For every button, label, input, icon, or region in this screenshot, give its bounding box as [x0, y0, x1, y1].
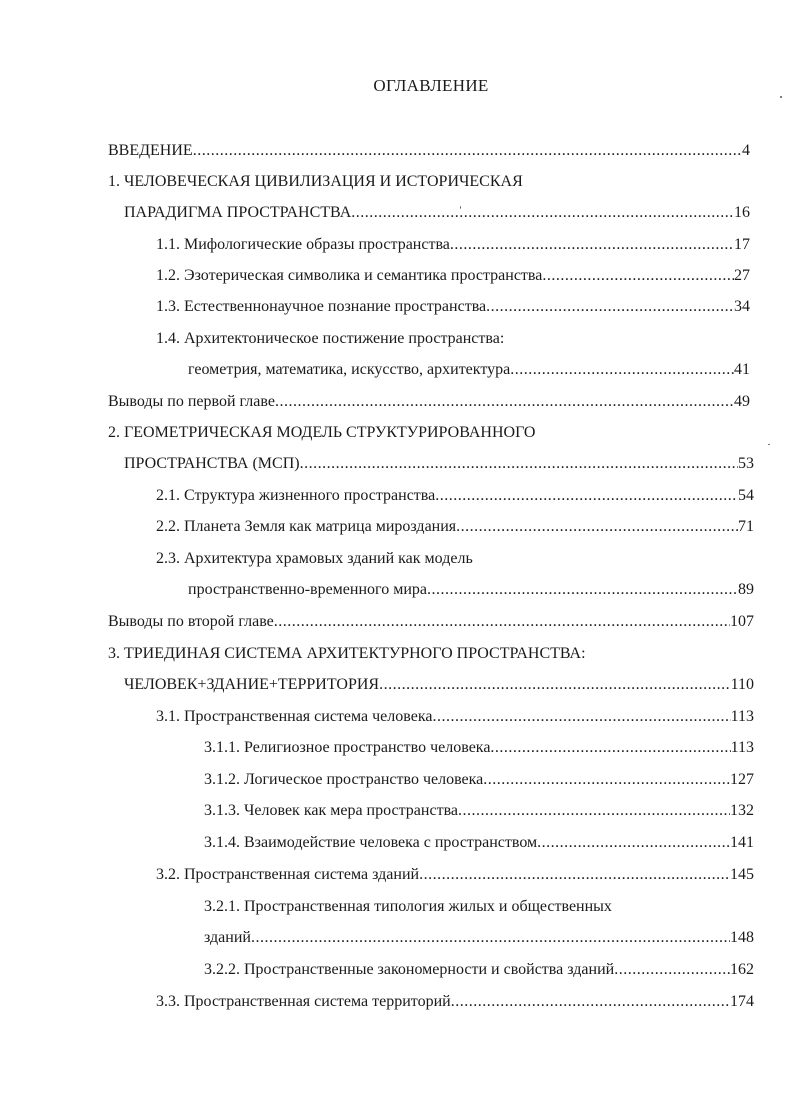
toc-entry-3-3[interactable] — [156, 991, 754, 1013]
toc-page-number: 113 — [730, 708, 754, 725]
toc-leader-dots — [274, 611, 730, 633]
toc-entry-3-1[interactable] — [156, 706, 754, 728]
toc-page-number: 41 — [734, 361, 750, 378]
toc-page-number: 113 — [730, 739, 754, 756]
toc-leader-dots — [490, 737, 730, 759]
toc-entry-text: 3.1.2. Логическое пространство человека — [204, 771, 484, 788]
toc-entry-conclusions-1[interactable] — [108, 391, 750, 413]
toc-entry-text: зданий — [204, 929, 251, 946]
toc-leader-dots — [193, 140, 742, 162]
toc-leader-dots — [458, 800, 730, 822]
toc-page-number: 53 — [738, 455, 754, 472]
toc-leader-dots — [432, 706, 730, 728]
toc-leader-dots — [300, 453, 738, 475]
toc-leader-dots — [451, 991, 730, 1013]
toc-leader-dots — [379, 674, 731, 696]
toc-leader-dots — [427, 579, 738, 601]
toc-page-number: 141 — [730, 834, 754, 851]
toc-entry-text: Выводы по первой главе — [108, 393, 275, 410]
toc-page-number: 54 — [738, 487, 754, 504]
toc-entry-text: геометрия, математика, искусство, архитектура — [188, 361, 511, 378]
toc-entry-introduction[interactable] — [108, 140, 750, 162]
toc-entry-1-4[interactable] — [188, 359, 750, 381]
toc-entry-chapter-3[interactable] — [124, 674, 754, 696]
toc-entry-chapter-1[interactable] — [124, 202, 750, 224]
toc-page-number: 27 — [734, 267, 750, 284]
toc-leader-dots — [275, 391, 734, 413]
toc-page-number: 132 — [730, 802, 754, 819]
toc-page-number: 127 — [730, 771, 754, 788]
toc-leader-dots — [614, 959, 730, 981]
toc-page-number: 110 — [730, 676, 754, 693]
toc-entry-3-2-1[interactable] — [204, 927, 754, 949]
toc-leader-dots — [419, 864, 730, 886]
toc-entry-3-1-1[interactable] — [204, 737, 754, 759]
toc-entry-3-2[interactable] — [156, 864, 754, 886]
toc-page-number: 34 — [734, 298, 750, 315]
toc-entry-text: 3.1. Пространственная система человека — [156, 708, 433, 725]
toc-leader-dots — [486, 296, 734, 318]
toc-entry-conclusions-2[interactable] — [108, 611, 754, 633]
toc-page-number: 49 — [734, 393, 750, 410]
toc-entry-1-2[interactable] — [156, 265, 750, 287]
toc-entry-text: ЧЕЛОВЕК+ЗДАНИЕ+ТЕРРИТОРИЯ — [124, 676, 380, 693]
toc-entry-2-3-line-1[interactable]: 2.3. Архитектура храмовых зданий как модель — [156, 550, 473, 567]
toc-page-number: 16 — [734, 204, 750, 221]
toc-leader-dots — [435, 485, 738, 507]
toc-entry-2-1[interactable] — [156, 485, 754, 507]
toc-entry-1-4-line-1[interactable]: 1.4. Архитектоническое постижение пространства: — [156, 330, 505, 347]
toc-entry-text: 3.2. Пространственная система зданий — [156, 866, 420, 883]
toc-page-number: 89 — [738, 581, 754, 598]
toc-entry-3-2-1-line-1[interactable]: 3.2.1. Пространственная типология жилых и общественных — [204, 898, 612, 915]
scan-speck — [460, 206, 461, 209]
toc-entry-2-3[interactable] — [188, 579, 754, 601]
toc-entry-text: ПРОСТРАНСТВА (МСП) — [124, 455, 300, 472]
toc-leader-dots — [351, 202, 734, 224]
toc-leader-dots — [456, 516, 738, 538]
scan-speck — [780, 96, 782, 98]
toc-entry-3-1-4[interactable] — [204, 832, 754, 854]
toc-entry-chapter-1-line-1[interactable]: 1. ЧЕЛОВЕЧЕСКАЯ ЦИВИЛИЗАЦИЯ И ИСТОРИЧЕСКАЯ — [108, 173, 523, 190]
toc-entry-text: 2.1. Структура жизненного пространства — [156, 487, 436, 504]
toc-entry-text: 3.1.3. Человек как мера пространства — [204, 802, 459, 819]
toc-leader-dots — [542, 265, 734, 287]
toc-page-number: 4 — [742, 142, 750, 159]
toc-entry-text: ВВЕДЕНИЕ — [108, 142, 193, 159]
toc-entry-1-3[interactable] — [156, 296, 750, 318]
toc-entry-text: 1.1. Мифологические образы пространства — [156, 236, 450, 253]
toc-entry-text: 3.1.1. Религиозное пространство человека — [204, 739, 491, 756]
toc-entry-chapter-3-line-1[interactable]: 3. ТРИЕДИНАЯ СИСТЕМА АРХИТЕКТУРНОГО ПРОСТРАНСТВА: — [108, 645, 586, 662]
toc-entry-text: 1.2. Эзотерическая символика и семантика пространства — [156, 267, 543, 284]
toc-page-number: 148 — [730, 929, 754, 946]
toc-entry-3-1-3[interactable] — [204, 800, 754, 822]
toc-page-number: 162 — [730, 961, 754, 978]
page-title: ОГЛАВЛЕНИЕ — [373, 76, 489, 95]
toc-leader-dots — [251, 927, 730, 949]
scan-speck — [768, 444, 770, 445]
toc-entry-3-2-2[interactable] — [204, 959, 754, 981]
toc-entry-text: 3.3. Пространственная система территорий — [156, 993, 451, 1010]
toc-entry-text: 3.2.2. Пространственные закономерности и свойства зданий — [204, 961, 615, 978]
toc-leader-dots — [450, 234, 734, 256]
toc-entry-text: ПАРАДИГМА ПРОСТРАНСТВА — [124, 204, 352, 221]
toc-entry-3-1-2[interactable] — [204, 769, 754, 791]
toc-page-number: 17 — [734, 236, 750, 253]
toc-leader-dots — [483, 769, 730, 791]
toc-entry-text: 2.2. Планета Земля как матрица мироздания — [156, 518, 457, 535]
toc-entry-text: 3.1.4. Взаимодействие человека с пространством — [204, 834, 538, 851]
toc-entry-text: пространственно-временного мира — [188, 581, 427, 598]
toc-leader-dots — [537, 832, 730, 854]
toc-page-number: 107 — [730, 613, 754, 630]
toc-page-number: 174 — [730, 993, 754, 1010]
toc-leader-dots — [510, 359, 734, 381]
toc-page-number: 145 — [730, 866, 754, 883]
toc-entry-chapter-2[interactable] — [124, 453, 754, 475]
toc-entry-chapter-2-line-1[interactable]: 2. ГЕОМЕТРИЧЕСКАЯ МОДЕЛЬ СТРУКТУРИРОВАННОГО — [108, 424, 536, 441]
toc-entry-text: Выводы по второй главе — [108, 613, 274, 630]
toc-entry-text: 1.3. Естественнонаучное познание пространства — [156, 298, 487, 315]
toc-entry-2-2[interactable] — [156, 516, 754, 538]
toc-page-number: 71 — [738, 518, 754, 535]
toc-entry-1-1[interactable] — [156, 234, 750, 256]
